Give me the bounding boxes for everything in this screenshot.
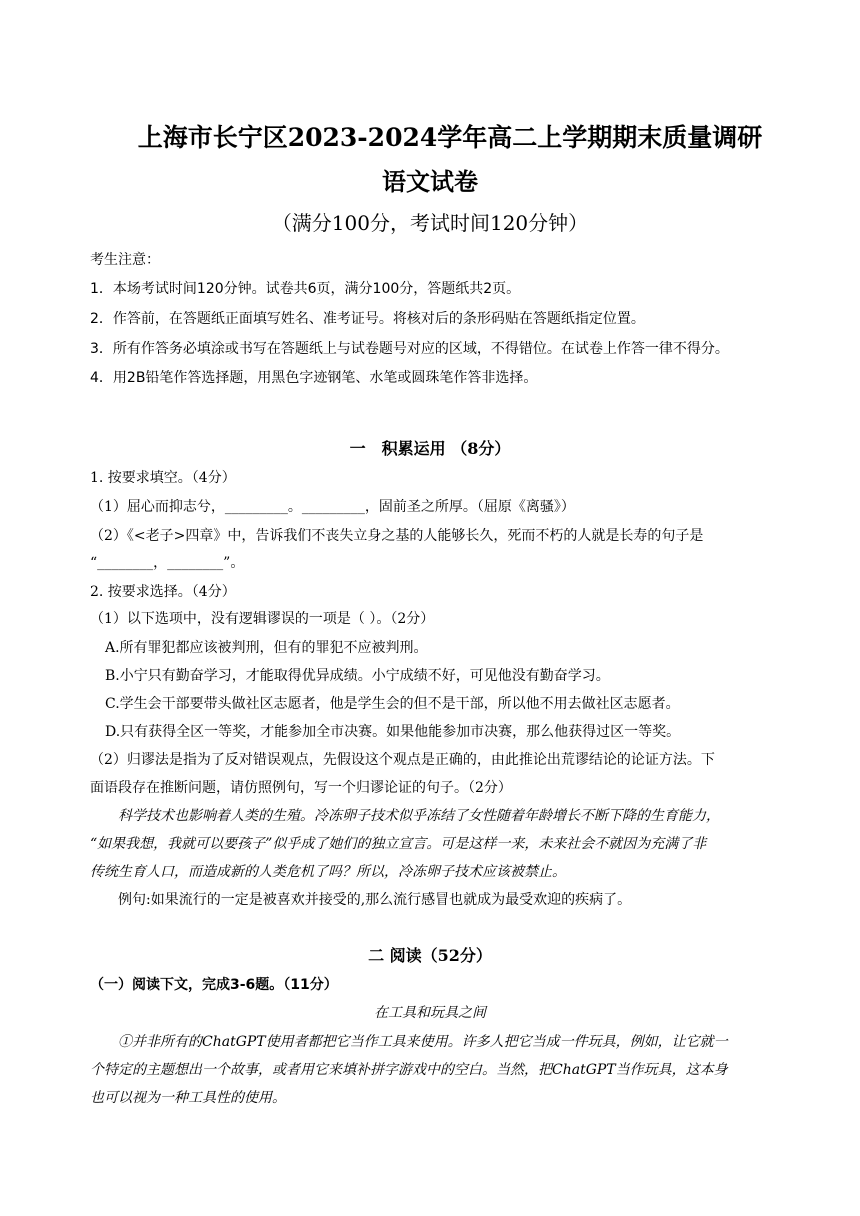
question-text: （2）归谬法是指为了反对错误观点，先假设这个观点是正确的，由此推论出荒谬结论的论证方法。下	[90, 752, 715, 768]
notice-heading: 考生注意：	[90, 252, 160, 268]
article-paragraph: 也可以视为一种工具性的使用。	[90, 1090, 286, 1106]
notice-item: 1．本场考试时间120分钟。试卷共6页，满分100分，答题纸共2页。	[90, 281, 521, 297]
notice-item: 2．作答前，在答题纸正面填写姓名、准考证号。将核对后的条形码贴在答题纸指定位置。	[90, 311, 645, 327]
passage-line: 传统生育人口，而造成新的人类危机了吗？所以，冷冻卵子技术应该被禁止。	[90, 864, 566, 880]
answer-option: B.小宁只有勤奋学习，才能取得优异成绩。小宁成绩不好，可见他没有勤奋学习。	[105, 668, 610, 684]
answer-option: A.所有罪犯都应该被判刑，但有的罪犯不应被判刑。	[105, 640, 428, 656]
article-paragraph: ①并非所有的ChatGPT使用者都把它当作工具来使用。许多人把它当成一件玩具，例如，让它就一	[118, 1034, 728, 1050]
question-text: （1）以下选项中，没有逻辑谬误的一项是（ ）。（2分）	[90, 611, 435, 627]
reading-part-heading: （一）阅读下文，完成3-6题。（11分）	[90, 977, 338, 993]
page-subtitle: 语文试卷	[382, 167, 478, 196]
example-sentence: 例句:如果流行的一定是被喜欢并接受的,那么流行感冒也就成为最受欢迎的疾病了。	[118, 892, 632, 908]
section-heading: 二 阅读（52分）	[368, 946, 492, 965]
notice-item: 3．所有作答务必填涂或书写在答题纸上与试卷题号对应的区域，不得错位。在试卷上作答一律不得分。	[90, 341, 729, 357]
passage-line: 科学技术也影响着人类的生殖。冷冻卵子技术似乎冻结了女性随着年龄增长不断下降的生育能力，	[118, 808, 720, 824]
question-stem: 1. 按要求填空。（4分）	[90, 470, 236, 486]
question-stem: 2. 按要求选择。（4分）	[90, 584, 236, 600]
article-title: 在工具和玩具之间	[374, 1005, 486, 1021]
answer-option: D.只有获得全区一等奖，才能参加全市决赛。如果他能参加市决赛，那么他获得过区一等奖。	[105, 724, 681, 740]
page-title: 上海市长宁区2023-2024学年高二上学期期末质量调研	[137, 123, 763, 152]
question-text: （2）《<老子>四章》中，告诉我们不丧失立身之基的人能够长久，死而不朽的人就是长寿的句子是	[90, 528, 704, 544]
section-heading: 一 积累运用 （8分）	[349, 439, 511, 458]
notice-item: 4．用2B铅笔作答选择题，用黑色字迹钢笔、水笔或圆珠笔作答非选择。	[90, 370, 538, 386]
question-text: （1）屈心而抑志兮，_________。_________，固前圣之所厚。（屈原《离骚》）	[90, 499, 575, 515]
question-text: 面语段存在推断问题，请仿照例句，写一个归谬论证的句子。（2分）	[90, 780, 512, 796]
answer-option: C.学生会干部要带头做社区志愿者，他是学生会的但不是干部，所以他不用去做社区志愿者。	[105, 696, 680, 712]
exam-note: （满分100分，考试时间120分钟）	[271, 211, 589, 235]
article-paragraph: 个特定的主题想出一个故事，或者用它来填补拼字游戏中的空白。当然，把ChatGPT当作玩具，这本身	[90, 1062, 728, 1078]
question-text: “________，________”。	[90, 555, 245, 571]
passage-line: “如果我想，我就可以要孩子”似乎成了她们的独立宣言。可是这样一来，未来社会不就因为充满了非	[90, 836, 707, 852]
